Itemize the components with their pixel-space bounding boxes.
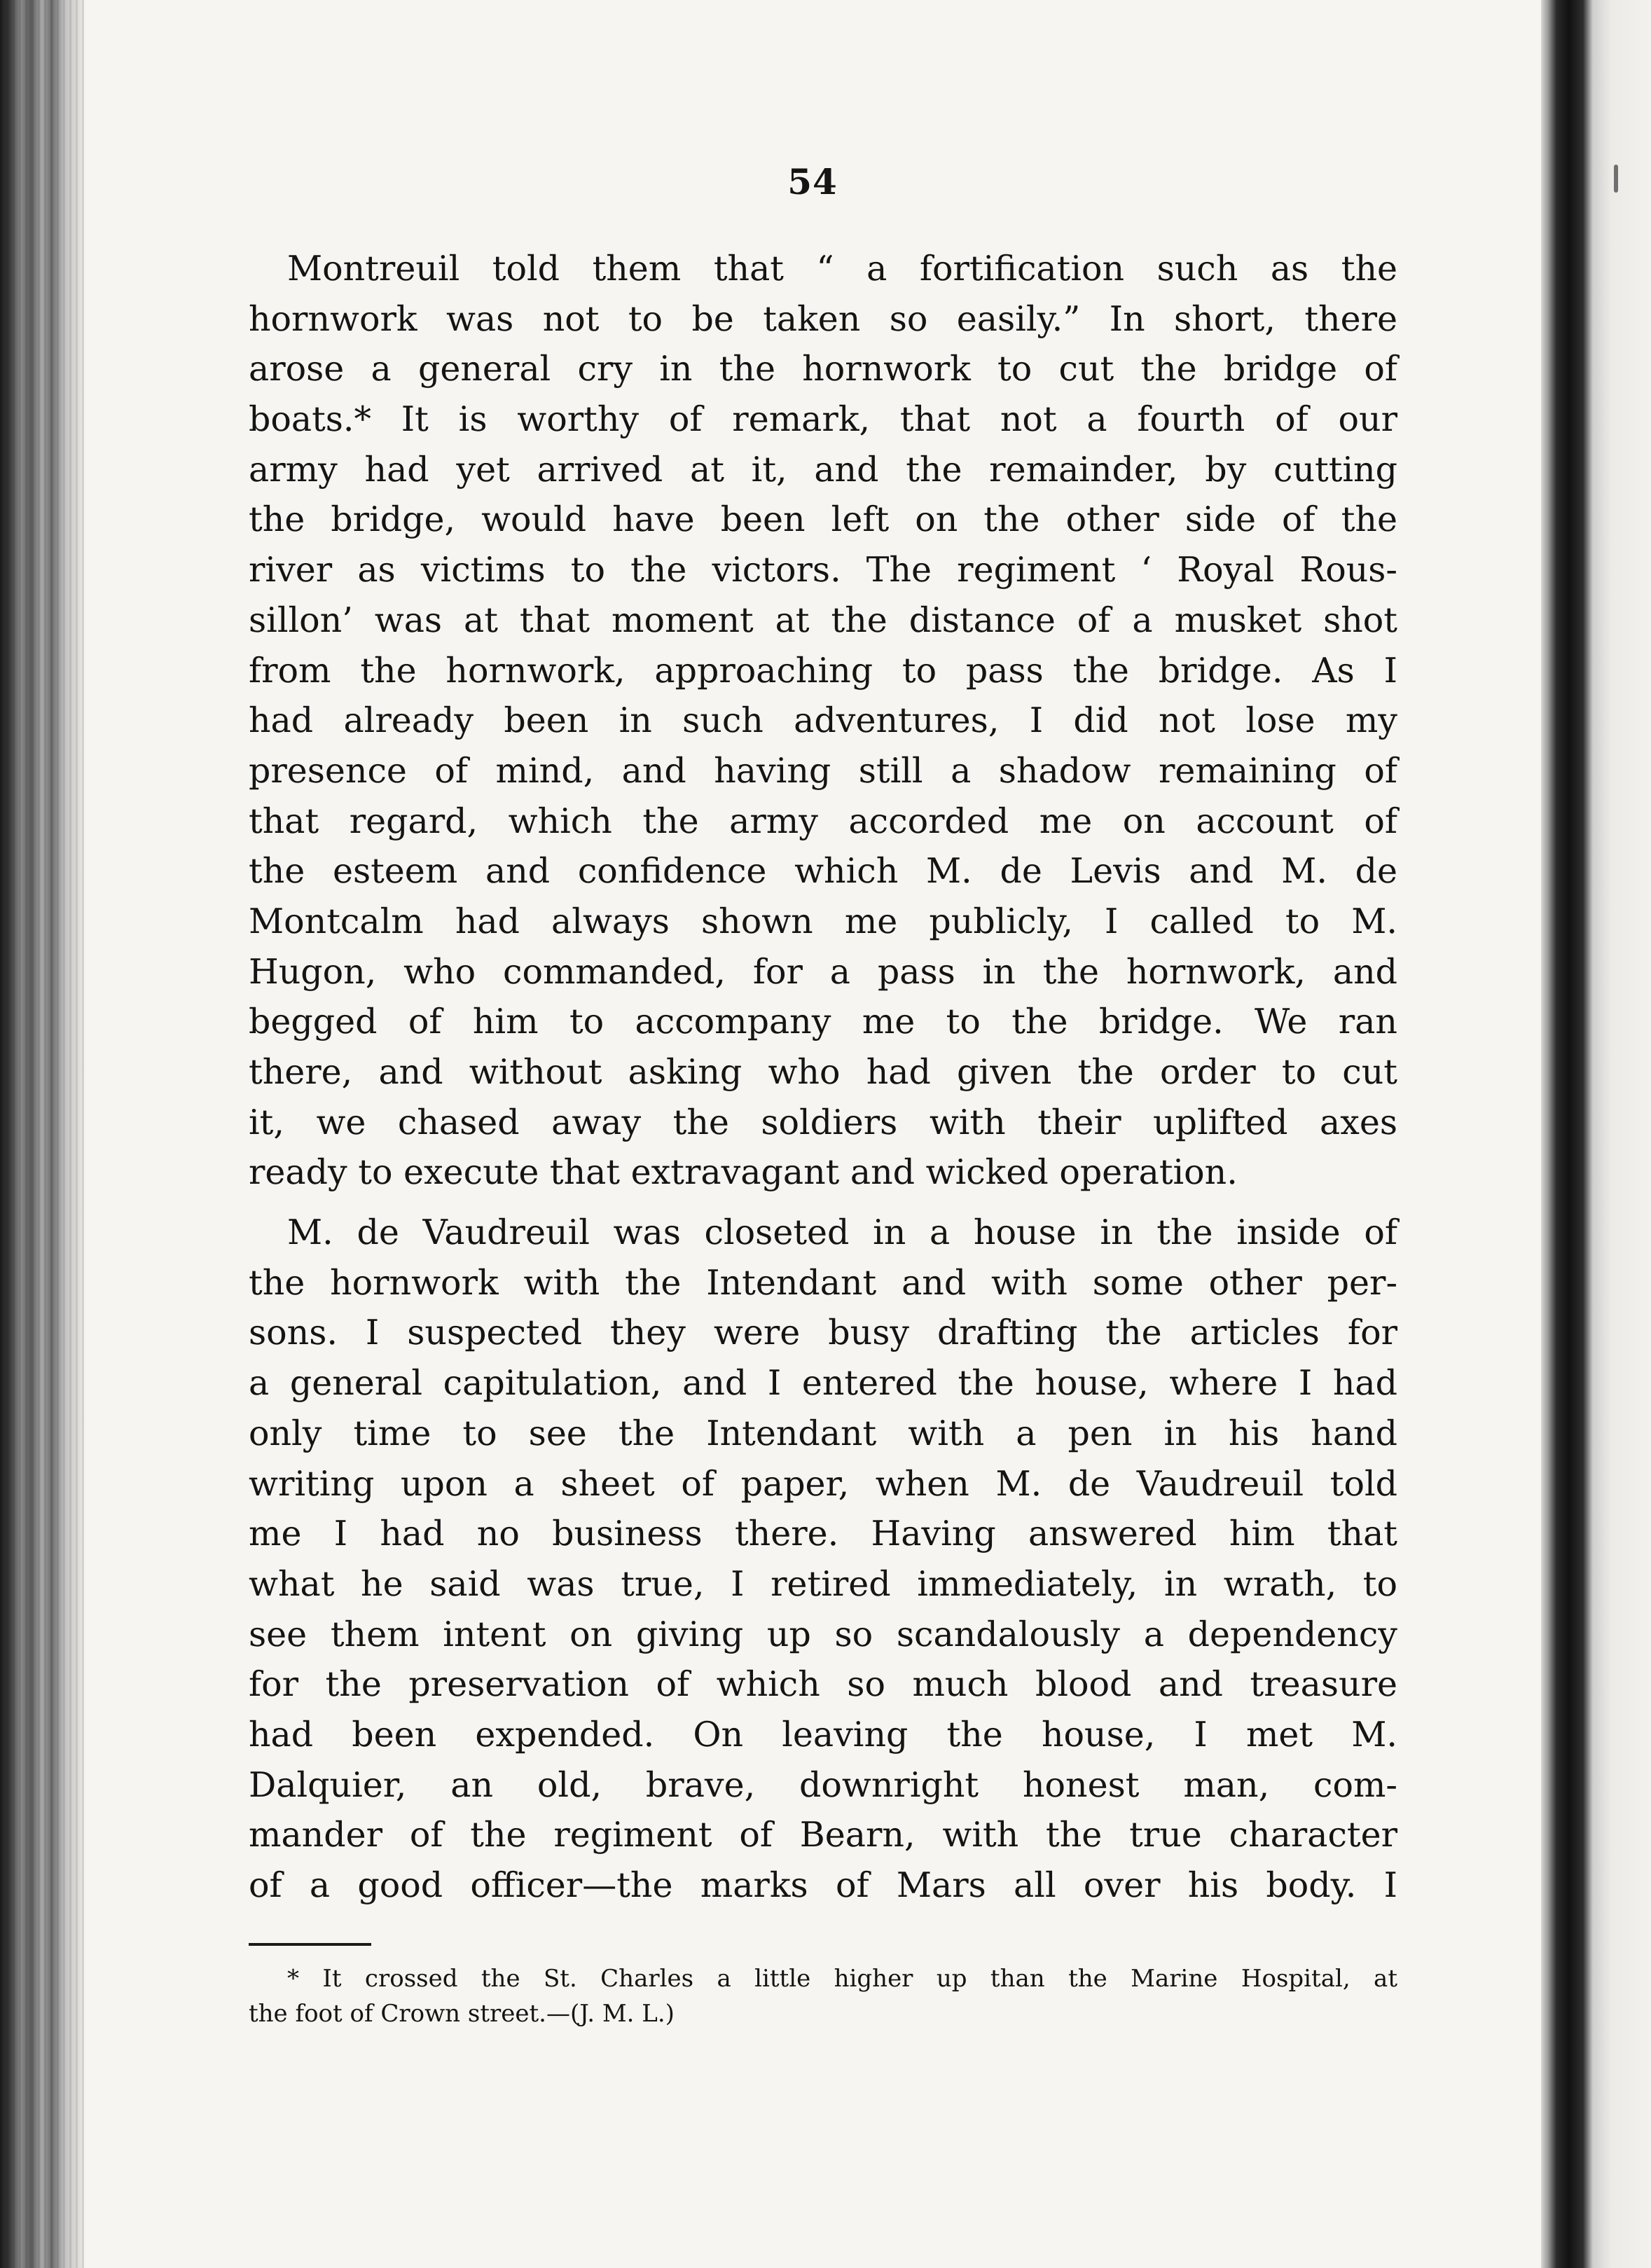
paragraph-2 xyxy=(249,1208,1397,1911)
page-number: 54 xyxy=(787,161,838,202)
text-line: hornwork was not to be taken so easily.” In short, there xyxy=(249,298,1397,339)
footnote-line: * It crossed the St. Charles a little higher up than the Marine Hospital, at xyxy=(287,1965,1397,1993)
text-line: the esteem and confidence which M. de Levis and M. de xyxy=(249,851,1397,892)
text-line: what he said was true, I retired immediately, in wrath, to xyxy=(249,1563,1397,1604)
text-line: presence of mind, and having still a shadow remaining of xyxy=(249,750,1397,791)
text-line: sillon’ was at that moment at the distance of a musket shot xyxy=(249,600,1397,640)
text-line: had been expended. On leaving the house, I met M. xyxy=(249,1714,1397,1755)
text-line: sons. I suspected they were busy drafting the articles for xyxy=(249,1313,1397,1353)
text-line: Montreuil told them that “ a fortification such as the xyxy=(287,249,1397,289)
text-line: writing upon a sheet of paper, when M. de Vaudreuil told xyxy=(249,1463,1397,1504)
text-line: river as victims to the victors. The regiment ‘ Royal Rous- xyxy=(249,550,1397,590)
text-line: arose a general cry in the hornwork to cut the bridge of xyxy=(249,349,1397,389)
text-line: had already been in such adventures, I did not lose my xyxy=(249,700,1397,741)
text-line: only time to see the Intendant with a pen in his hand xyxy=(249,1413,1397,1453)
footnote-line: the foot of Crown street.—(J. M. L.) xyxy=(249,2000,675,2028)
text-line: begged of him to accompany me to the bridge. We ran xyxy=(249,1002,1397,1042)
text-line: there, and without asking who had given the order to cut xyxy=(249,1052,1397,1092)
text-line: Hugon, who commanded, for a pass in the hornwork, and xyxy=(249,951,1397,992)
text-line: ready to execute that extravagant and wicked operation. xyxy=(249,1152,1238,1193)
text-line: the hornwork with the Intendant and with some other per- xyxy=(249,1262,1397,1303)
text-line: army had yet arrived at it, and the remainder, by cutting xyxy=(249,449,1397,490)
text-line: M. de Vaudreuil was closeted in a house in the inside of xyxy=(287,1212,1397,1253)
footnote-divider xyxy=(249,1943,371,1946)
paragraph-gap xyxy=(249,1198,1397,1208)
footnote xyxy=(249,1961,1397,2031)
text-line: me I had no business there. Having answered him that xyxy=(249,1514,1397,1554)
scan-binding-edge-right xyxy=(1541,0,1651,2268)
text-line: for the preservation of which so much blood and treasure xyxy=(249,1664,1397,1705)
text-line: from the hornwork, approaching to pass the bridge. As I xyxy=(249,650,1397,691)
text-line: see them intent on giving up so scandalously a dependency xyxy=(249,1614,1397,1654)
text-line: the bridge, would have been left on the other side of the xyxy=(249,499,1397,540)
text-line: of a good officer—the marks of Mars all over his body. I xyxy=(249,1865,1397,1905)
text-line: boats.* It is worthy of remark, that not a fourth of our xyxy=(249,399,1397,440)
scan-artifact-mark xyxy=(1614,165,1618,193)
text-line: it, we chased away the soldiers with their uplifted axes xyxy=(249,1102,1397,1142)
text-line: that regard, which the army accorded me on account of xyxy=(249,801,1397,841)
body-text xyxy=(249,244,1397,1911)
text-line: a general capitulation, and I entered the house, where I had xyxy=(249,1363,1397,1404)
text-line: mander of the regiment of Bearn, with the true character xyxy=(249,1815,1397,1855)
scan-page-stack-lines xyxy=(0,0,84,2268)
text-line: Dalquier, an old, brave, downright honest man, com- xyxy=(249,1764,1397,1805)
text-line: Montcalm had always shown me publicly, I called to M. xyxy=(249,901,1397,941)
paragraph-1 xyxy=(249,244,1397,1198)
